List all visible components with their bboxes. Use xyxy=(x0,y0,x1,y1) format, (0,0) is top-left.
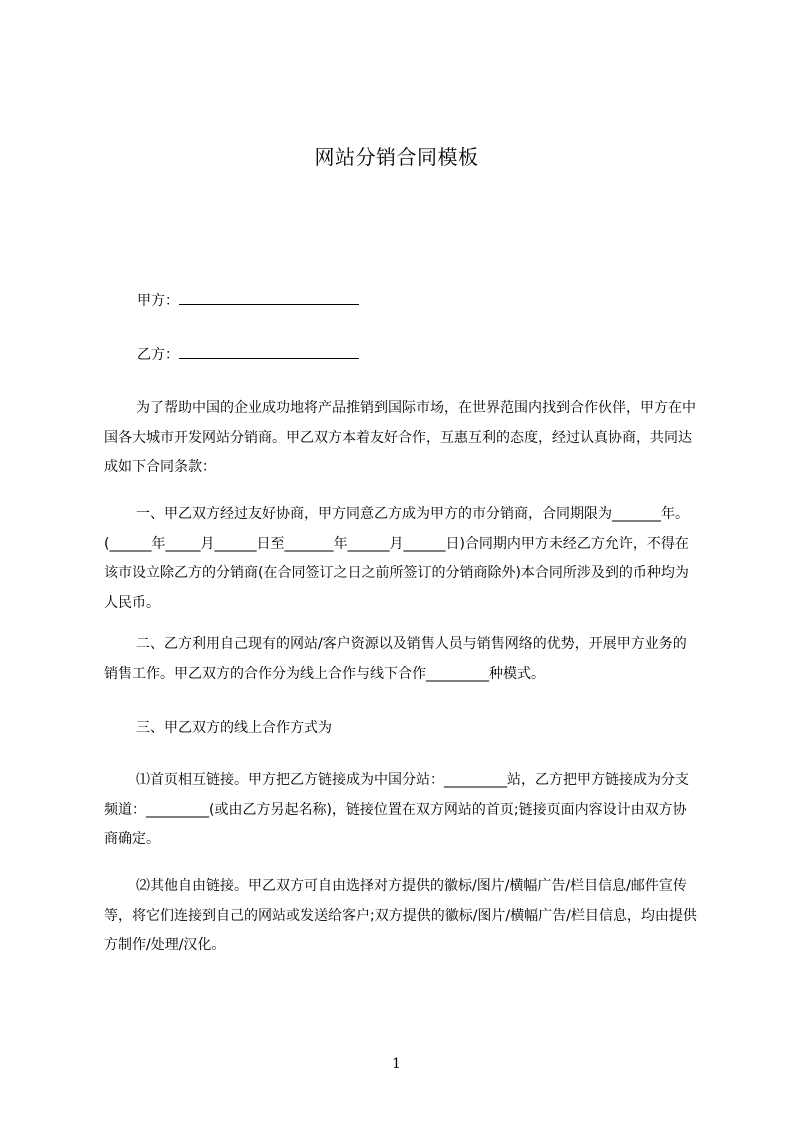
clause-two-paragraph: 二、乙方利用自己现有的网站/客户资源以及销售人员与销售网络的优势，开展甲方业务的销售工作。甲乙双方的合作分为线上合作与线下合作_________种模式。 xyxy=(104,636,687,682)
intro-paragraph: 为了帮助中国的企业成功地将产品推销到国际市场，在世界范围内找到合作伙伴，甲方在中国各大城市开发网站分销商。甲乙双方本着友好合作，互惠互利的态度，经过认真协商，共同达成如下合同条款： xyxy=(104,400,696,475)
party-a-label: 甲方： xyxy=(137,293,179,309)
party-b-label: 乙方： xyxy=(137,347,179,363)
party-a-line xyxy=(137,290,359,311)
party-a-blank xyxy=(179,290,359,305)
document-title: 网站分销合同模板 xyxy=(314,145,479,169)
party-b-blank xyxy=(179,344,359,359)
clause-three-heading: 三、甲乙双方的线上合作方式为 xyxy=(136,720,332,736)
page-number: 1 xyxy=(392,1056,401,1072)
item-one-paragraph: ⑴首页相互链接。甲方把乙方链接成为中国分站：_________站，乙方把甲方链接成为分支频道：_________(或由乙方另起名称)，链接位置在双方网站的首页;链接页面内容设计由双方协商确定。 xyxy=(104,772,689,847)
item-two-paragraph: ⑵其他自由链接。甲乙双方可自由选择对方提供的徽标/图片/横幅广告/栏目信息/邮件宣传等，将它们连接到自己的网站或发送给客户;双方提供的徽标/图片/横幅广告/栏目信息，均由提供方制作/处理/汉化。 xyxy=(104,878,697,953)
clause-one-paragraph: 一、甲乙双方经过友好协商，甲方同意乙方成为甲方的市分销商，合同期限为_______年。(______年_____月______日至_______年______月______日)合同期内甲方未经乙方允许，不得在该市设立除乙方的分销商(在合同签订之日之前所签订的分销商除外)本合同所涉及到的币种均为人民币。 xyxy=(104,506,689,611)
party-b-line xyxy=(137,344,359,365)
